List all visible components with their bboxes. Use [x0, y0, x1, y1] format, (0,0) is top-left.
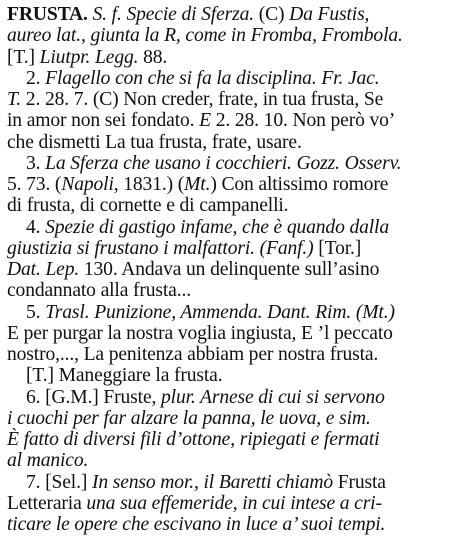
entry-text-segment: aureo lat., giunta la R, come in Fromba, Frombola.	[7, 25, 403, 47]
entry-text-segment: 88.	[138, 46, 168, 68]
entry-text-segment: In senso mor., il Baretti chiamò	[91, 471, 333, 493]
entry-text-segment: condannato alla frusta...	[7, 280, 191, 302]
entry-text-segment: di frusta, di cornette e di campanelli.	[7, 195, 289, 217]
entry-text-segment: 5.	[7, 301, 46, 323]
entry-text-segment: [T.] Maneggiare la frusta.	[7, 365, 223, 387]
entry-text-segment: 6. [G.M.] Fruste,	[7, 386, 161, 408]
entry-text-segment: plur. Arnese di cui si servono	[161, 386, 385, 408]
entry-text-segment: 2. 28. 7. (C) Non creder, frate, in tua frusta, Se	[21, 89, 384, 110]
entry-text-segment: Mt.	[184, 174, 211, 195]
entry-text-segment: che dismetti La tua frusta, frate, usare.	[7, 131, 302, 153]
entry-line	[7, 513, 469, 537]
entry-text-segment: una sua effemeride, in cui intese a cri-	[86, 492, 382, 514]
entry-text-segment: S. f. Specie di Sferza.	[92, 4, 254, 25]
entry-text-segment: Spezie di gastigo infame, che è quando dalla	[45, 216, 389, 238]
entry-text-segment: E	[199, 110, 211, 132]
entry-text-segment: T.	[7, 89, 22, 110]
entry-text-segment: 7. [Sel.]	[7, 471, 92, 493]
entry-text-segment: i cuochi per far alzare la panna, le uova, e sim.	[7, 407, 371, 429]
entry-text-segment: [Tor.]	[313, 237, 362, 259]
entry-text-segment: Da Fustis,	[289, 4, 370, 25]
entry-text-segment: È fatto di diversi fili d’ottone, ripiegati e fermati	[7, 429, 380, 450]
entry-text-segment: Frusta	[333, 471, 386, 493]
entry-text-segment: FRUSTA.	[7, 4, 88, 25]
entry-text-segment: 4.	[7, 216, 46, 238]
entry-text-segment: giustizia si frustano i malfattori. (Fanf.)	[7, 237, 314, 259]
entry-text-segment: 3.	[7, 152, 46, 174]
entry-text-segment: Trasl. Punizione, Ammenda. Dant. Rim. (Mt.)	[45, 301, 395, 323]
entry-text-segment: 2.	[7, 67, 46, 89]
entry-text-segment: ticare le opere che escivano in luce a’ suoi tempi.	[7, 514, 386, 535]
entry-text-segment: Dat. Lep.	[7, 259, 80, 280]
entry-text-segment: [T.]	[7, 46, 40, 68]
entry-text-segment: Napoli	[61, 174, 114, 195]
entry-text-segment: Liutpr. Legg.	[39, 46, 139, 68]
entry-text-segment: E per purgar la nostra voglia ingiusta, E ’l peccato	[7, 322, 393, 344]
entry-text-segment: ) Con altissimo romore	[210, 174, 389, 195]
entry-text-segment: 5. 73. (	[7, 174, 62, 195]
entry-text-segment: Letteraria	[7, 492, 87, 514]
entry-text-segment: La Sferza che usano i cocchieri. Gozz. Osserv.	[45, 152, 402, 174]
entry-text-segment: in amor non sei fondato.	[7, 110, 200, 132]
entry-text-segment: Flagello con che si fa la disciplina. Fr. Jac.	[45, 67, 380, 89]
entry-text-segment: al manico.	[7, 450, 89, 472]
entry-text-segment: , 1831.) (	[113, 174, 185, 195]
entry-text-segment: 130. Andava un delinquente sull’asino	[79, 259, 380, 280]
entry-text-segment: 2. 28. 10. Non però vo’	[210, 110, 396, 132]
entry-text-segment: (C)	[253, 4, 290, 25]
entry-text-segment: nostro,..., La penitenza abbiam per nostra frusta.	[7, 344, 379, 365]
